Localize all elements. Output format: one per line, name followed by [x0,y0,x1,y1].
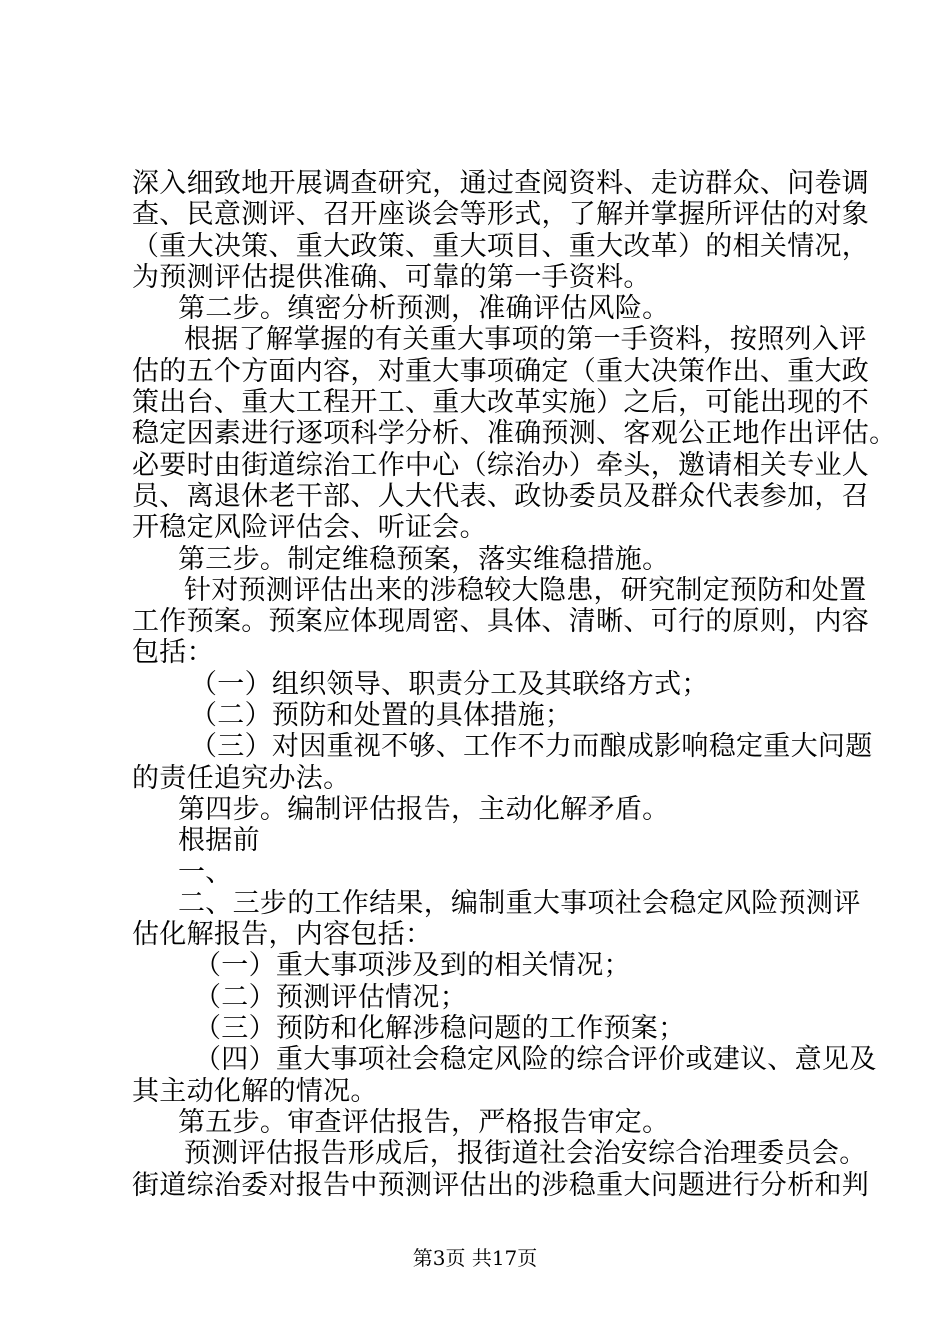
text-line: 预测评估报告形成后，报街道社会治安综合治理委员会。 [184,1138,867,1170]
text-line: 为预测评估提供准确、可靠的第一手资料。 [132,261,651,293]
text-line: 根据了解掌握的有关重大事项的第一手资料，按照列入评 [184,324,867,356]
text-line: 必要时由街道综治工作中心（综治办）牵头，邀请相关专业人 [132,449,870,481]
list-item: （三）对因重视不够、工作不力而酿成影响稳定重大问题 [190,731,873,763]
text-line: 根据前 [178,825,260,857]
list-item: （三）预防和化解涉稳问题的工作预案； [194,1013,686,1045]
document-body [132,168,897,1201]
page-number-footer: 第3页 共17页 [412,1246,538,1270]
step-heading: 第五步。审查评估报告，严格报告审定。 [178,1106,670,1138]
list-item: （四）重大事项社会稳定风险的综合评价或建议、意见及 [194,1044,877,1076]
text-line: 针对预测评估出来的涉稳较大隐患，研究制定预防和处置 [184,574,867,606]
list-item: （一）重大事项涉及到的相关情况； [194,950,631,982]
text-line: （重大决策、重大政策、重大项目、重大改革）的相关情况， [132,230,870,262]
text-line: 包括： [132,637,214,669]
list-item: （一）组织领导、职责分工及其联络方式； [190,668,709,700]
text-line: 员、离退休老干部、人大代表、政协委员及群众代表参加，召 [132,480,870,512]
step-heading: 第二步。缜密分析预测，准确评估风险。 [178,293,670,325]
text-line: 稳定因素进行逐项科学分析、准确预测、客观公正地作出评估。 [132,418,897,450]
text-line: 深入细致地开展调查研究，通过查阅资料、走访群众、问卷调 [132,168,870,199]
text-line: 开稳定风险评估会、听证会。 [132,512,487,544]
list-item: （二）预测评估情况； [194,981,467,1013]
text-line: 策出台、重大工程开工、重大改革实施）之后，可能出现的不 [132,387,870,419]
step-heading: 第四步。编制评估报告，主动化解矛盾。 [178,793,670,825]
step-heading: 第三步。制定维稳预案，落实维稳措施。 [178,543,670,575]
text-line: 查、民意测评、召开座谈会等形式，了解并掌握所评估的对象 [132,199,870,231]
text-line: 工作预案。预案应体现周密、具体、清晰、可行的原则，内容 [132,606,870,638]
text-line: 的责任追究办法。 [132,762,351,794]
text-line: 街道综治委对报告中预测评估出的涉稳重大问题进行分析和判 [132,1169,870,1201]
text-line: 估化解报告，内容包括： [132,919,433,951]
text-line: 其主动化解的情况。 [132,1075,378,1107]
text-line: 估的五个方面内容，对重大事项确定（重大决策作出、重大政 [132,355,870,387]
list-item: （二）预防和处置的具体措施； [190,700,573,732]
text-line: 二、三步的工作结果，编制重大事项社会稳定风险预测评 [178,887,861,919]
text-line: 一、 [178,856,233,888]
